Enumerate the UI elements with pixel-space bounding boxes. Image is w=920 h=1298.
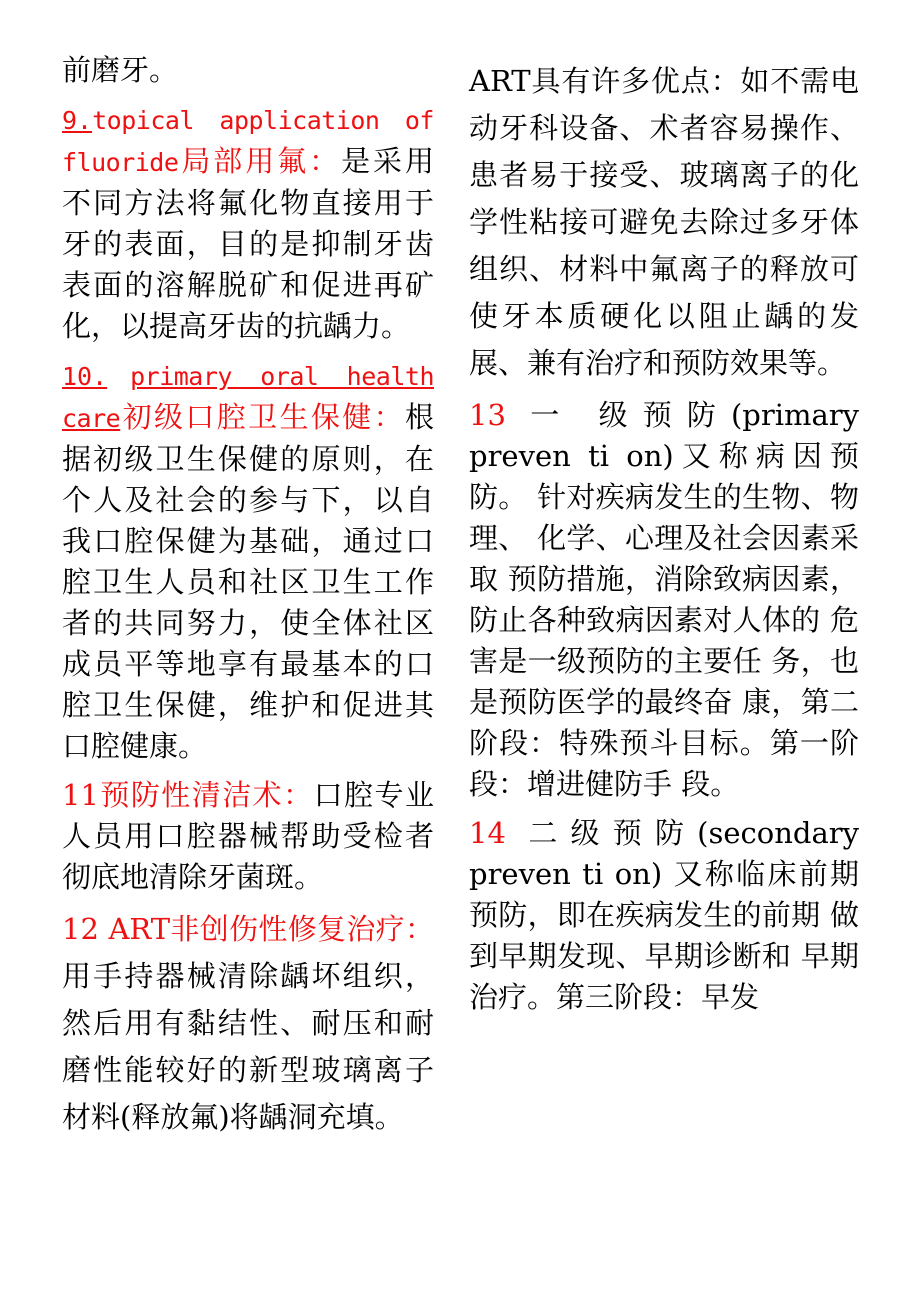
definition-11: 口腔专业人员用口腔器械帮助受检者彻底地清除牙菌斑。 [62, 778, 434, 894]
term-11: 11预防性清洁术： [62, 778, 314, 812]
paragraph-13 [469, 395, 859, 805]
paragraph-11 [62, 775, 434, 898]
art-advantages-text: ART具有许多优点：如不需电动牙科设备、术者容易操作、患者易于接受、玻璃离子的化学性粘接可避免去除过多牙体组织、材料中氟离子的释放可使牙本质硬化以阻止龋的发展、兼有治疗和预防效果等。 [469, 64, 859, 380]
item-number-10: 10. [62, 362, 108, 391]
paragraph-14 [469, 813, 859, 1018]
definition-9: 是采用不同方法将氟化物直接用于牙的表面，目的是抑制牙齿表面的溶解脱矿和促进再矿化，以提高牙齿的抗龋力。 [62, 144, 434, 343]
definition-14: 二级预防(secondary preven ti on) 又称临床前期 预防，即在疾病发生的前期 做到早期发现、早期诊断和 早期治疗。第三阶段：早发 [469, 816, 860, 1014]
continuation-text: 前磨牙。 [62, 53, 179, 87]
item-number-9: 9. [62, 106, 93, 135]
definition-12: 用手持器械清除龋坏组织，然后用有黏结性、耐压和耐磨性能较好的新型玻璃离子材料(释放氟)将龋洞充填。 [62, 959, 434, 1134]
term-en-10: primary oral health care [62, 362, 434, 433]
term-en-9: topical application of fluoride [62, 106, 434, 177]
left-column [62, 50, 434, 1149]
item-number-13: 13 [469, 398, 506, 432]
term-zh-9: 局部用氟： [178, 144, 342, 178]
definition-10: 根据初级卫生保健的原则，在个人及社会的参与下，以自我口腔保健为基础，通过口腔卫生人员和社区卫生工作者的共同努力，使全体社区成员平等地享有最基本的口腔卫生保健，维护和促进其口腔健康。 [62, 400, 434, 763]
paragraph-art-advantages [469, 58, 859, 387]
term-12: 12 ART非创伤性修复治疗： [62, 912, 434, 946]
item-number-14: 14 [469, 816, 506, 850]
paragraph-12 [62, 906, 434, 1141]
paragraph-10 [62, 355, 434, 767]
term-zh-10: 初级口腔卫生保健： [120, 400, 405, 434]
definition-13: 一 级预防(primary preven ti on)又称病因预防。 针对疾病发生的生物、物理、 化学、心理及社会因素采取 预防措施，消除致病因素， 防止各种致病因素对人体的 危害是一级预防的主要任 务，也是预防医学的最终奋 康，第二阶段：特殊预斗目标。第一阶段：增进健防手 段。 [469, 398, 859, 801]
right-column [469, 58, 859, 1026]
paragraph-continuation [62, 50, 434, 91]
paragraph-9 [62, 99, 434, 347]
